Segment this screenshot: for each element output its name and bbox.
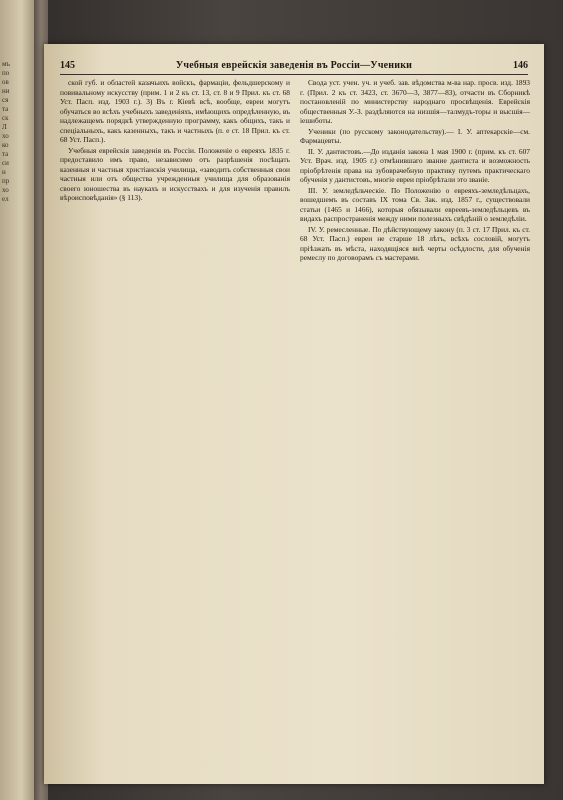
page-header [60, 58, 528, 72]
paragraph: IV. У. ремесленные. По дѣйствующему закону (п. 3 ст. 17 Прил. къ ст. 68 Уст. Пасп.) евреи не старше 18 лѣтъ, всѣхъ сословій, могутъ пріѣзжать въ мѣста, находящіяся внѣ черты осѣдлости, для обученія ремеслу по договорамъ съ мастерами. [300, 224, 530, 262]
left-page-fragment: хо [2, 132, 9, 140]
right-column [300, 78, 530, 770]
left-page-edge [0, 0, 36, 800]
left-page-number: 145 [60, 59, 75, 71]
right-page [44, 44, 544, 784]
header-rule [60, 74, 528, 75]
left-page-fragment: ни [2, 87, 10, 95]
paragraph: Учебныя еврейскія заведенія въ Россіи. Положеніе о евреяхъ 1835 г. предоставило имъ право, независимо отъ разрѣшенія посѣщать казенныя и частныя христіанскія училища, «заводить собственныя свои частныя или отъ общества учрежденныя училища для образованія своего юношества въ наукахъ и искусствахъ и для изученія правилъ вѣроисповѣданія» (§ 113). [60, 145, 290, 202]
paragraph: II. У. дантистовъ.—До изданія закона 1 мая 1900 г. (прим. къ ст. 607 Уст. Врач. изд. 1905 г.) отмѣнившаго звание дантиста и возможность пріобрѣтенія права на зубоврачебную практику путемъ практическаго обученія у дантистовъ, многіе евреи пріобрѣтали это званіе. [300, 146, 530, 184]
left-page-fragment: пр [2, 177, 10, 185]
left-page-fragment: та [2, 150, 9, 158]
paragraph: Свода уст. учен. уч. и учеб. зав. вѣдомства м-ва нар. просв. изд. 1893 г. (Прил. 2 къ ст. 3423, ст. 3670—3, 3877—83), отчасти въ Сборникѣ постановленій по министерству народнаго просвѣщенія. Еврейскія общественныя У.-З. раздѣляются на низшія—талмудъ-торы и высшія—іешиботы. [300, 78, 530, 125]
paragraph: III. У. земледѣльческіе. По Положенію о евреяхъ-земледѣльцахъ, вошедшемъ въ составъ IX тома Св. Зак. изд. 1857 г., существовали статьи (1465 и 1466), которыя обязывали евреевъ-земледѣльцевъ въ видахъ распространенія между ними полезныхъ свѣдѣній о земледѣліи. [300, 185, 530, 223]
left-page-fragment: ся [2, 96, 9, 104]
left-page-fragment: ов [2, 78, 9, 86]
text-columns [60, 78, 530, 770]
running-title: Учебныя еврейскія заведенія въ Россіи—Ученики [175, 59, 413, 71]
paragraph: Ученики (по русскому законодательству).— I. У. аптекарскіе—см. Фармацевты. [300, 126, 530, 145]
paragraph: ской губ. и областей казачьихъ войскъ, фармаціи, фельдшерскому и повивальному искусству (прим. 1 и 2 къ ст. 13, ст. 8 и 9 Прил. къ ст. 68 Уст. Пасп. изд. 1903 г.). 3) Въ г. Кіевѣ всѣ, вообще, евреи могутъ обучаться во всѣхъ учебныхъ заведеніяхъ, имѣющихъ опредѣленную, въ надлежащемъ порядкѣ утвержденную программу, какъ общихъ, такъ и спеціальныхъ, какъ казенныхъ, такъ и частныхъ (п. е ст. 18 Прил. къ ст. 68 Уст. Пасп.). [60, 78, 290, 144]
right-page-number: 146 [513, 59, 528, 71]
left-column [60, 78, 290, 770]
left-page-fragment: по [2, 69, 10, 77]
left-page-fragment: ел [2, 195, 9, 203]
left-page-fragment: ск [2, 114, 9, 122]
left-page-fragment: Л [2, 123, 7, 131]
left-page-fragments [2, 60, 32, 204]
left-page-fragment: н [2, 168, 6, 176]
left-page-fragment: хо [2, 186, 9, 194]
left-page-fragment: си [2, 159, 9, 167]
left-page-fragment: ко [2, 141, 9, 149]
left-page-fragment: та [2, 105, 9, 113]
left-page-fragment: мъ [2, 60, 11, 68]
